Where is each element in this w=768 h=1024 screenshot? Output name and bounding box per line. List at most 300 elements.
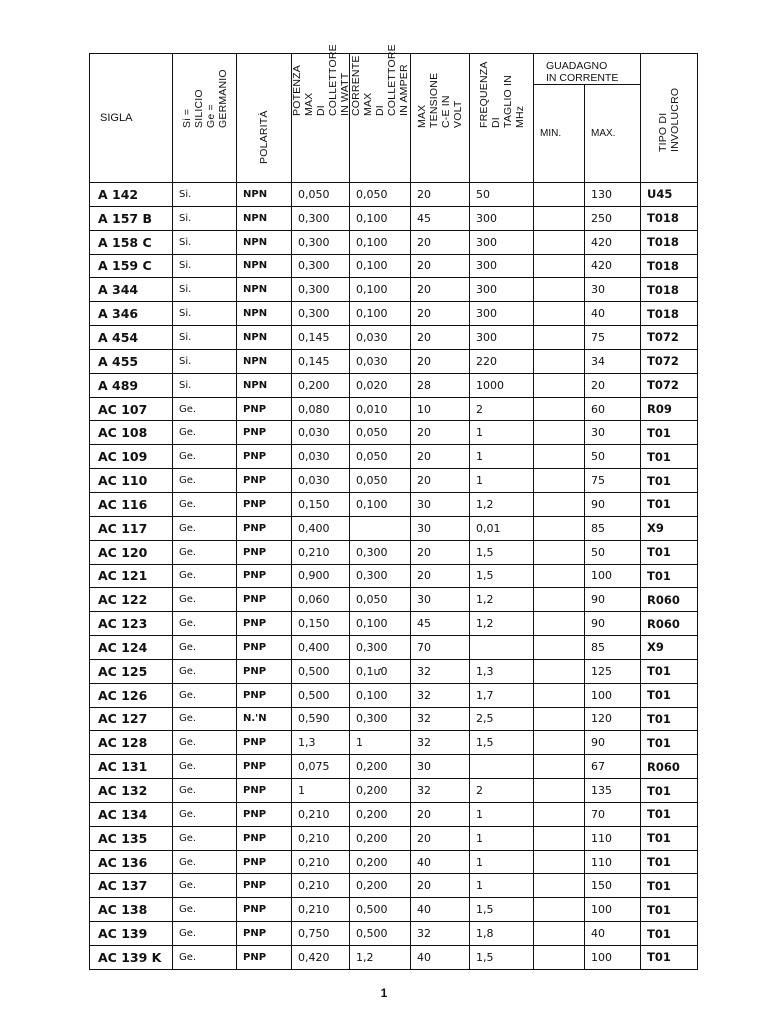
cell-tensione: 20 [411,349,470,373]
cell-tensione: 20 [411,326,470,350]
header-guadagno: GUADAGNO IN CORRENTE [534,54,641,85]
cell-materiale: Si. [173,206,237,230]
cell-sigla: AC 127 [90,707,173,731]
cell-guadagno-min [534,206,585,230]
cell-sigla: AC 138 [90,898,173,922]
cell-sigla: AC 108 [90,421,173,445]
cell-involucro: R09 [641,397,698,421]
cell-potenza: 0,900 [292,564,350,588]
cell-frequenza: 1,5 [470,898,534,922]
cell-frequenza: 1 [470,850,534,874]
cell-involucro: U45 [641,183,698,207]
cell-guadagno-min [534,755,585,779]
cell-corrente: 0,100 [350,492,411,516]
cell-corrente: 0,300 [350,636,411,660]
cell-potenza: 0,300 [292,230,350,254]
cell-frequenza: 1,5 [470,946,534,970]
cell-sigla: AC 132 [90,779,173,803]
cell-polarita: PNP [237,636,292,660]
cell-involucro: T01 [641,540,698,564]
cell-guadagno-min [534,183,585,207]
table-row [90,492,698,516]
cell-involucro: T018 [641,230,698,254]
cell-potenza: 0,400 [292,636,350,660]
cell-guadagno-min [534,230,585,254]
cell-materiale: Si. [173,230,237,254]
cell-frequenza: 300 [470,230,534,254]
cell-frequenza: 300 [470,278,534,302]
cell-guadagno-min [534,326,585,350]
cell-guadagno-max: 150 [585,874,641,898]
table-row [90,707,698,731]
cell-tensione: 10 [411,397,470,421]
cell-potenza: 0,590 [292,707,350,731]
table-row [90,183,698,207]
cell-potenza: 0,750 [292,922,350,946]
header-max: MAX. [585,85,641,183]
cell-materiale: Ge. [173,683,237,707]
cell-guadagno-min [534,469,585,493]
cell-polarita: PNP [237,421,292,445]
cell-sigla: A 455 [90,349,173,373]
cell-corrente: 0,030 [350,326,411,350]
cell-corrente: 0,200 [350,755,411,779]
header-frequenza: FREQUENZA DI TAGLIO IN MHz [470,54,534,183]
cell-tensione: 30 [411,588,470,612]
cell-polarita: PNP [237,516,292,540]
cell-frequenza: 2 [470,779,534,803]
transistor-table-sheet [89,44,697,970]
cell-guadagno-min [534,373,585,397]
cell-tensione: 20 [411,540,470,564]
cell-sigla: A 346 [90,302,173,326]
cell-guadagno-max: 130 [585,183,641,207]
table-row [90,802,698,826]
cell-involucro: R060 [641,612,698,636]
cell-sigla: AC 131 [90,755,173,779]
cell-materiale: Ge. [173,636,237,660]
cell-involucro: T072 [641,326,698,350]
cell-guadagno-max: 90 [585,492,641,516]
cell-involucro: T072 [641,349,698,373]
cell-corrente: 1,2 [350,946,411,970]
cell-corrente: 0,010 [350,397,411,421]
cell-corrente: 0,200 [350,802,411,826]
cell-polarita: PNP [237,779,292,803]
cell-tensione: 20 [411,445,470,469]
cell-sigla: AC 126 [90,683,173,707]
cell-frequenza: 1,2 [470,612,534,636]
cell-frequenza: 0,01 [470,516,534,540]
cell-materiale: Si. [173,254,237,278]
table-row [90,397,698,421]
cell-materiale: Si. [173,278,237,302]
cell-tensione: 30 [411,492,470,516]
cell-potenza: 1 [292,779,350,803]
table-row [90,779,698,803]
cell-tensione: 20 [411,183,470,207]
cell-potenza: 0,080 [292,397,350,421]
cell-guadagno-max: 40 [585,302,641,326]
cell-guadagno-min [534,445,585,469]
table-row [90,612,698,636]
cell-involucro: X9 [641,516,698,540]
cell-materiale: Ge. [173,397,237,421]
cell-potenza: 0,210 [292,540,350,564]
cell-corrente: 0,100 [350,278,411,302]
cell-tensione: 20 [411,278,470,302]
cell-involucro: T01 [641,850,698,874]
cell-sigla: AC 123 [90,612,173,636]
cell-potenza: 0,145 [292,326,350,350]
cell-materiale: Ge. [173,826,237,850]
cell-frequenza: 2 [470,397,534,421]
cell-potenza: 0,150 [292,492,350,516]
cell-guadagno-min [534,874,585,898]
cell-polarita: PNP [237,588,292,612]
cell-materiale: Ge. [173,874,237,898]
header-corrente: CORRENTE MAX DI COLLETTORE IN AMPER [350,54,411,183]
cell-frequenza: 1 [470,445,534,469]
transistor-table [89,44,698,970]
cell-sigla: A 158 C [90,230,173,254]
cell-involucro: T01 [641,469,698,493]
cell-tensione: 20 [411,826,470,850]
cell-tensione: 20 [411,469,470,493]
table-row [90,349,698,373]
cell-potenza: 0,500 [292,659,350,683]
cell-corrente [350,516,411,540]
cell-materiale: Ge. [173,588,237,612]
cell-tensione: 20 [411,802,470,826]
cell-potenza: 0,420 [292,946,350,970]
table-row [90,683,698,707]
cell-sigla: AC 135 [90,826,173,850]
cell-involucro: T01 [641,492,698,516]
cell-guadagno-max: 420 [585,254,641,278]
cell-involucro: T01 [641,874,698,898]
table-row [90,564,698,588]
cell-guadagno-max: 50 [585,445,641,469]
table-row [90,302,698,326]
cell-involucro: T01 [641,564,698,588]
cell-polarita: PNP [237,898,292,922]
table-body [90,183,698,970]
cell-corrente: 0,100 [350,206,411,230]
cell-guadagno-min [534,922,585,946]
cell-tensione: 28 [411,373,470,397]
cell-potenza: 0,030 [292,469,350,493]
cell-guadagno-min [534,612,585,636]
cell-sigla: AC 121 [90,564,173,588]
cell-corrente: 0,050 [350,588,411,612]
cell-corrente: 0,500 [350,922,411,946]
cell-guadagno-max: 90 [585,612,641,636]
cell-sigla: A 157 B [90,206,173,230]
cell-potenza: 0,300 [292,278,350,302]
cell-potenza: 0,210 [292,802,350,826]
cell-guadagno-max: 67 [585,755,641,779]
cell-guadagno-min [534,779,585,803]
cell-sigla: A 142 [90,183,173,207]
cell-guadagno-max: 110 [585,850,641,874]
cell-sigla: AC 122 [90,588,173,612]
page-number: 1 [380,986,388,1000]
cell-frequenza [470,755,534,779]
table-row [90,588,698,612]
header-involucro: TIPO DI INVOLUCRO [641,54,698,183]
cell-potenza: 0,075 [292,755,350,779]
header-min: MIN. [534,85,585,183]
cell-frequenza: 1,5 [470,540,534,564]
cell-corrente: 0,300 [350,564,411,588]
cell-guadagno-max: 85 [585,516,641,540]
cell-guadagno-max: 50 [585,540,641,564]
cell-guadagno-max: 125 [585,659,641,683]
cell-guadagno-min [534,850,585,874]
cell-guadagno-max: 420 [585,230,641,254]
cell-sigla: AC 109 [90,445,173,469]
cell-guadagno-max: 90 [585,588,641,612]
cell-potenza: 0,145 [292,349,350,373]
cell-sigla: AC 125 [90,659,173,683]
cell-guadagno-max: 34 [585,349,641,373]
cell-guadagno-min [534,516,585,540]
cell-corrente: 0,200 [350,826,411,850]
cell-involucro: T018 [641,302,698,326]
cell-potenza: 0,500 [292,683,350,707]
cell-involucro: T01 [641,683,698,707]
cell-sigla: AC 139 [90,922,173,946]
cell-materiale: Si. [173,373,237,397]
header-potenza: POTENZA MAX DI COLLETTORE IN WATT [292,54,350,183]
cell-corrente: 0,050 [350,469,411,493]
cell-frequenza: 1,7 [470,683,534,707]
table-row [90,230,698,254]
cell-polarita: NPN [237,206,292,230]
cell-materiale: Ge. [173,564,237,588]
cell-sigla: AC 107 [90,397,173,421]
cell-potenza: 1,3 [292,731,350,755]
cell-potenza: 0,210 [292,850,350,874]
cell-tensione: 32 [411,659,470,683]
cell-sigla: AC 120 [90,540,173,564]
cell-polarita: PNP [237,469,292,493]
cell-corrente: 0,200 [350,779,411,803]
cell-tensione: 40 [411,850,470,874]
cell-corrente: 1 [350,731,411,755]
cell-potenza: 0,300 [292,206,350,230]
cell-corrente: 0,020 [350,373,411,397]
cell-tensione: 40 [411,946,470,970]
cell-guadagno-max: 30 [585,278,641,302]
cell-potenza: 0,400 [292,516,350,540]
cell-guadagno-max: 110 [585,826,641,850]
cell-sigla: A 489 [90,373,173,397]
cell-materiale: Ge. [173,922,237,946]
cell-polarita: PNP [237,683,292,707]
cell-sigla: AC 124 [90,636,173,660]
cell-guadagno-min [534,731,585,755]
table-row [90,731,698,755]
cell-guadagno-min [534,254,585,278]
cell-potenza: 0,210 [292,826,350,850]
cell-corrente: 0,100 [350,230,411,254]
cell-polarita: PNP [237,922,292,946]
cell-potenza: 0,150 [292,612,350,636]
cell-materiale: Ge. [173,516,237,540]
cell-potenza: 0,050 [292,183,350,207]
cell-guadagno-min [534,898,585,922]
cell-frequenza: 1 [470,421,534,445]
cell-tensione: 70 [411,636,470,660]
cell-polarita: PNP [237,612,292,636]
cell-involucro: T01 [641,731,698,755]
cell-potenza: 0,300 [292,254,350,278]
cell-involucro: T01 [641,659,698,683]
cell-materiale: Ge. [173,612,237,636]
cell-polarita: NPN [237,373,292,397]
cell-frequenza: 1,2 [470,588,534,612]
cell-corrente: 0,300 [350,707,411,731]
cell-frequenza: 1,3 [470,659,534,683]
cell-involucro: T018 [641,278,698,302]
cell-tensione: 20 [411,254,470,278]
cell-tensione: 32 [411,731,470,755]
cell-guadagno-max: 75 [585,326,641,350]
cell-involucro: T01 [641,826,698,850]
cell-corrente: 0,200 [350,850,411,874]
table-row [90,874,698,898]
cell-polarita: PNP [237,874,292,898]
cell-polarita: NPN [237,230,292,254]
header-polarita: POLARITÀ [237,54,292,183]
table-row [90,540,698,564]
cell-materiale: Ge. [173,802,237,826]
cell-guadagno-max: 135 [585,779,641,803]
cell-frequenza: 1,8 [470,922,534,946]
table-row [90,898,698,922]
cell-involucro: T01 [641,779,698,803]
cell-tensione: 32 [411,683,470,707]
cell-polarita: PNP [237,445,292,469]
cell-corrente: 0,500 [350,898,411,922]
cell-polarita: PNP [237,755,292,779]
cell-corrente: 0,300 [350,540,411,564]
table-row [90,826,698,850]
cell-tensione: 45 [411,206,470,230]
cell-guadagno-min [534,349,585,373]
cell-corrente: 0,030 [350,349,411,373]
cell-polarita: PNP [237,492,292,516]
table-row [90,636,698,660]
cell-materiale: Ge. [173,755,237,779]
cell-materiale: Ge. [173,540,237,564]
cell-involucro: T01 [641,445,698,469]
cell-tensione: 30 [411,516,470,540]
cell-corrente: 0,100 [350,254,411,278]
cell-frequenza: 1 [470,826,534,850]
cell-guadagno-max: 120 [585,707,641,731]
cell-sigla: AC 116 [90,492,173,516]
cell-guadagno-max: 30 [585,421,641,445]
cell-polarita: PNP [237,850,292,874]
cell-corrente: 0,100 [350,612,411,636]
cell-guadagno-min [534,278,585,302]
cell-guadagno-min [534,397,585,421]
cell-frequenza: 1 [470,802,534,826]
table-row [90,946,698,970]
cell-involucro: T018 [641,254,698,278]
table-row [90,469,698,493]
cell-involucro: T072 [641,373,698,397]
cell-polarita: PNP [237,540,292,564]
table-row [90,445,698,469]
cell-sigla: A 454 [90,326,173,350]
cell-sigla: AC 128 [90,731,173,755]
table-row [90,922,698,946]
cell-guadagno-min [534,802,585,826]
cell-polarita: NPN [237,349,292,373]
cell-guadagno-max: 70 [585,802,641,826]
cell-materiale: Ge. [173,492,237,516]
cell-tensione: 32 [411,707,470,731]
cell-polarita: PNP [237,946,292,970]
cell-guadagno-min [534,946,585,970]
cell-potenza: 0,060 [292,588,350,612]
cell-potenza: 0,300 [292,302,350,326]
cell-sigla: A 344 [90,278,173,302]
cell-tensione: 20 [411,421,470,445]
cell-guadagno-max: 40 [585,922,641,946]
cell-sigla: AC 117 [90,516,173,540]
cell-sigla: AC 137 [90,874,173,898]
cell-materiale: Ge. [173,850,237,874]
table-row [90,373,698,397]
cell-corrente: 0,050 [350,421,411,445]
cell-involucro: T01 [641,898,698,922]
cell-potenza: 0,210 [292,898,350,922]
table-row [90,659,698,683]
cell-guadagno-min [534,540,585,564]
cell-frequenza: 50 [470,183,534,207]
table-row [90,278,698,302]
cell-guadagno-max: 100 [585,898,641,922]
cell-sigla: AC 134 [90,802,173,826]
cell-involucro: T01 [641,802,698,826]
cell-guadagno-min [534,636,585,660]
cell-guadagno-min [534,707,585,731]
cell-polarita: PNP [237,731,292,755]
cell-frequenza: 220 [470,349,534,373]
cell-materiale: Ge. [173,898,237,922]
cell-guadagno-min [534,659,585,683]
cell-materiale: Ge. [173,445,237,469]
cell-polarita: NPN [237,278,292,302]
cell-corrente: 0,100 [350,683,411,707]
cell-materiale: Ge. [173,779,237,803]
cell-materiale: Si. [173,349,237,373]
cell-materiale: Si. [173,183,237,207]
cell-polarita: NPN [237,302,292,326]
cell-frequenza [470,636,534,660]
cell-materiale: Ge. [173,469,237,493]
cell-tensione: 20 [411,564,470,588]
cell-involucro: X9 [641,636,698,660]
table-header [90,44,698,183]
header-materiale: Si = SILICIO Ge = GERMANIO [173,54,237,183]
cell-involucro: R060 [641,755,698,779]
